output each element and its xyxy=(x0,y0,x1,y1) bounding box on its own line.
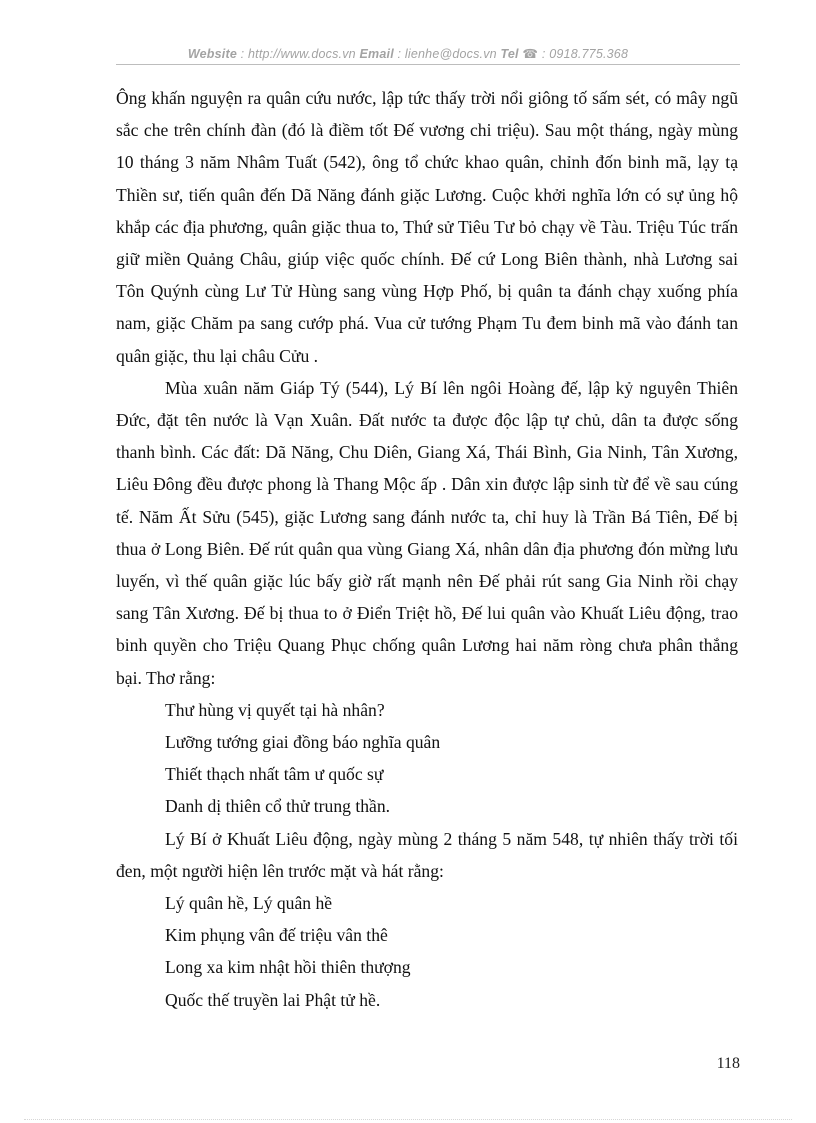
website-url[interactable]: http://www.docs.vn xyxy=(248,47,356,61)
poem-line: Long xa kim nhật hồi thiên thượng xyxy=(165,957,411,978)
tel-label: Tel xyxy=(500,47,519,61)
poem-line: Danh dị thiên cổ thử trung thần. xyxy=(165,796,391,817)
poem-line: Thư hùng vị quyết tại hà nhân? xyxy=(165,699,385,720)
poem-line: Thiết thạch nhất tâm ư quốc sự xyxy=(165,764,384,785)
tel-number: 0918.775.368 xyxy=(549,47,629,61)
header-divider xyxy=(116,64,740,65)
poem-line: Kim phụng vân đế triệu vân thê xyxy=(165,925,388,946)
poem-line: Lý quân hề, Lý quân hề xyxy=(165,893,333,914)
poem-2 xyxy=(116,887,738,1016)
paragraph-2: Mùa xuân năm Giáp Tý (544), Lý Bí lên ngôi Hoàng đế, lập kỷ nguyên Thiên Đức, đặt tên nước là Vạn Xuân. Đất nước ta được độc lập tự chủ, dân ta được sống thanh bình. Các đất: Dã Năng, Chu Diên, Giang Xá, Thái Bình, Gia Ninh, Tân Xương, Liêu Đông đều được phong là Thang Mộc ấp . Dân xin được lập sinh từ để về sau cúng tế. Năm Ất Sửu (545), giặc Lương sang đánh nước ta, chỉ huy là Trần Bá Tiên, Đế bị thua ở Long Biên. Đế rút quân qua vùng Giang Xá, nhân dân địa phương đón mừng lưu luyến, vì thế quân giặc lúc bấy giờ rất mạnh nên Đế phải rút sang Gia Ninh rồi chạy sang Tân Xương. Đế bị thua to ở Điển Triệt hồ, Đế lui quân vào Khuất Liêu động, trao binh quyền cho Triệu Quang Phục chống quân Lương hai năm ròng chưa phân thắng bại. Thơ rằng: xyxy=(116,377,738,688)
paragraph-1: Ông khấn nguyện ra quân cứu nước, lập tức thấy trời nổi giông tố sấm sét, có mây ngũ sắc che trên chính đàn (đó là điềm tốt Đế vương chi triệu). Sau một tháng, ngày mùng 10 tháng 3 năm Nhâm Tuất (542), ông tổ chức khao quân, chỉnh đốn binh mã, lạy tạ Thiền sư, tiến quân đến Dã Năng đánh giặc Lương. Cuộc khởi nghĩa lớn có sự ủng hộ khắp các địa phương, quân giặc thua to, Thứ sử Tiêu Tư bỏ chạy về Tàu. Triệu Túc trấn giữ miền Quảng Châu, giúp việc quốc chính. Đế cứ Long Biên thành, nhà Lương sai Tôn Quýnh cùng Lư Tử Hùng sang vùng Hợp Phố, bị quân ta đánh chạy xuống phía nam, giặc Chăm pa sang cướp phá. Vua cử tướng Phạm Tu đem binh mã vào đánh tan quân giặc, thu lại châu Cửu . xyxy=(116,88,738,366)
tel-sep: : xyxy=(538,47,550,61)
page-header xyxy=(0,46,816,61)
footer-divider xyxy=(24,1119,792,1120)
website-sep: : xyxy=(236,47,249,61)
website-label: Website xyxy=(187,47,237,61)
poem-line: Quốc thế truyền lai Phật tử hề. xyxy=(165,989,381,1010)
email-sep: : xyxy=(393,47,405,61)
poem-line: Lưỡng tướng giai đồng báo nghĩa quân xyxy=(165,732,441,753)
page-number: 118 xyxy=(716,1055,740,1072)
poem-1 xyxy=(116,694,738,823)
email-address[interactable]: lienhe@docs.vn xyxy=(404,47,497,61)
paragraph-3: Lý Bí ở Khuất Liêu động, ngày mùng 2 tháng 5 năm 548, tự nhiên thấy trời tối đen, một người hiện lên trước mặt và hát rằng: xyxy=(116,828,738,881)
document-body xyxy=(116,82,738,1016)
email-label: Email xyxy=(359,47,394,61)
phone-icon: ☎ xyxy=(522,47,539,61)
